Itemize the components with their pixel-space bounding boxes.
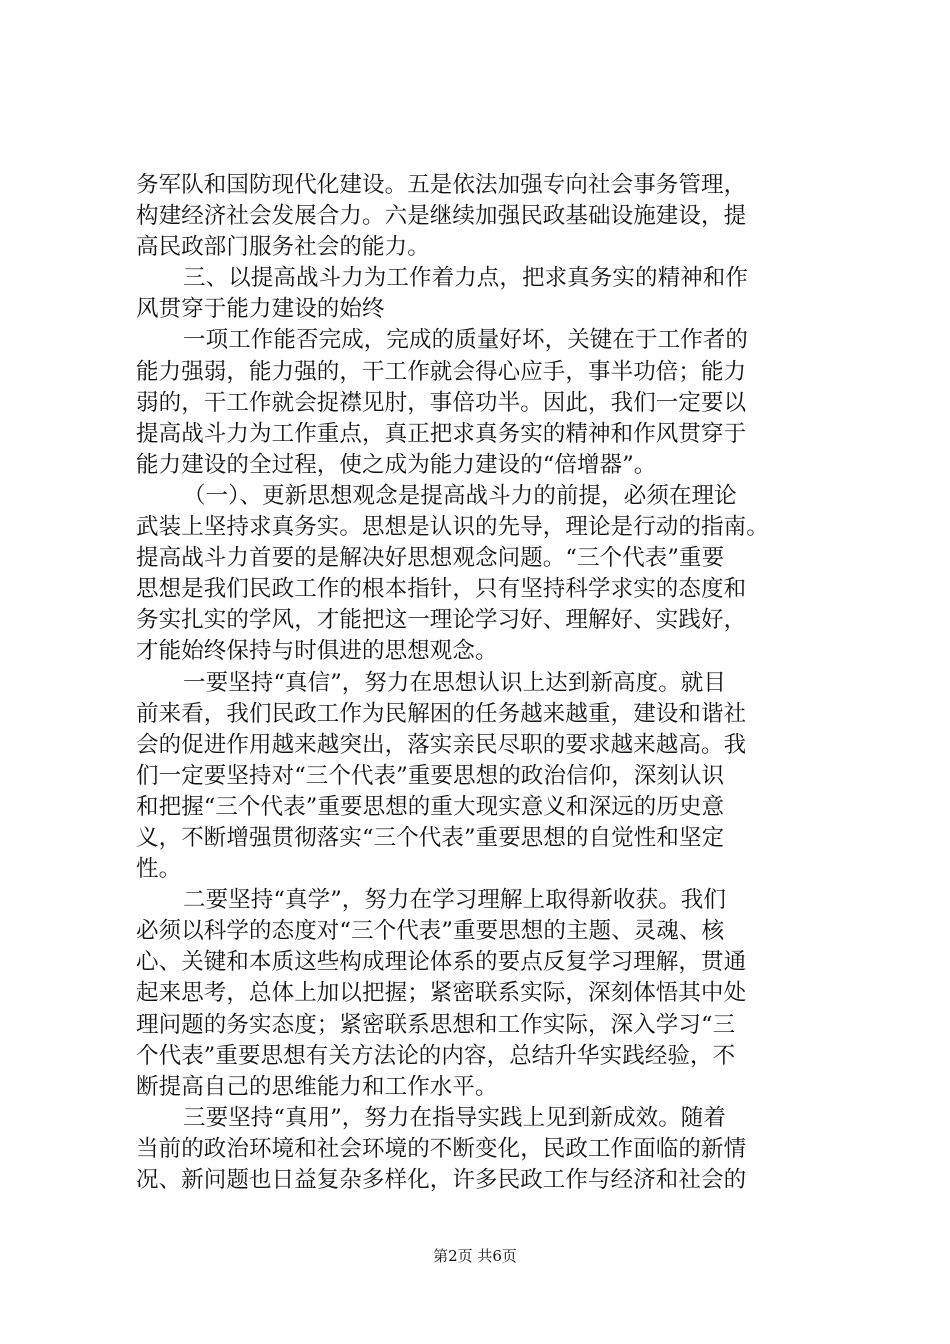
text-line: 断提高自己的思维能力和工作水平。: [136, 1073, 498, 1100]
text-line: 和把握“三个代表”重要思想的重大现实意义和深远的历史意: [136, 793, 725, 820]
text-line: 武装上坚持求真务实。思想是认识的先导，理论是行动的指南。: [136, 514, 769, 541]
text-line: 弱的，干工作就会捉襟见肘，事倍功半。因此，我们一定要以: [136, 389, 747, 416]
text-line: 二要坚持“真学”，努力在学习理解上取得新收获。我们: [183, 887, 727, 914]
text-line: 高民政部门服务社会的能力。: [136, 234, 430, 261]
text-line: 况、新问题也日益复杂多样化，许多民政工作与经济和社会的: [136, 1167, 747, 1193]
text-line: 义，不断增强贯彻落实“三个代表”重要思想的自觉性和坚定: [136, 824, 725, 851]
text-line: 能力强弱，能力强的，干工作就会得心应手，事半功倍；能力: [136, 358, 747, 385]
text-line: 心、关键和本质这些构成理论体系的要点反复学习理解，贯通: [136, 949, 747, 976]
text-line: 们一定要坚持对“三个代表”重要思想的政治信仰，深刻认识: [136, 762, 725, 789]
text-line: 理问题的务实态度；紧密联系思想和工作实际，深入学习“三: [136, 1011, 736, 1038]
section-heading-line: 三、以提高战斗力为工作着力点，把求真务实的精神和作: [183, 265, 749, 292]
text-line: 三要坚持“真用”，努力在指导实践上见到新成效。随着: [183, 1104, 727, 1131]
text-line: 提高战斗力首要的是解决好思想观念问题。“三个代表”重要: [136, 545, 725, 572]
text-line: 个代表”重要思想有关方法论的内容，总结升华实践经验，不: [136, 1042, 736, 1069]
text-line: 能力建设的全过程，使之成为能力建设的“倍增器”。: [136, 451, 657, 478]
text-line: 前来看，我们民政工作为民解困的任务越来越重，建设和谐社: [136, 700, 747, 727]
section-heading-line: 风贯穿于能力建设的始终: [136, 296, 385, 323]
text-line: 必须以科学的态度对“三个代表”重要思想的主题、灵魂、核: [136, 918, 725, 945]
text-line: 构建经济社会发展合力。六是继续加强民政基础设施建设，提: [136, 203, 747, 230]
text-line: 会的促进作用越来越突出，落实亲民尽职的要求越来越高。我: [136, 731, 747, 758]
text-line: 务实扎实的学风，才能把这一理论学习好、理解好、实践好，: [136, 607, 747, 634]
text-line: 提高战斗力为工作重点，真正把求真务实的精神和作风贯穿于: [136, 420, 747, 447]
text-line: 才能始终保持与时俱进的思想观念。: [136, 638, 498, 665]
text-line: 当前的政治环境和社会环境的不断变化，民政工作面临的新情: [136, 1135, 747, 1162]
document-body: [136, 170, 836, 1196]
page-number-footer: 第2页 共6页: [433, 1247, 517, 1265]
text-line: 起来思考，总体上加以把握；紧密联系实际，深刻体悟其中处: [136, 980, 747, 1007]
text-line: 性。: [136, 856, 182, 883]
subsection-heading-line: （一）、更新思想观念是提高战斗力的前提，必须在理论: [183, 482, 737, 509]
text-line: 务军队和国防现代化建设。五是依法加强专向社会事务管理，: [136, 172, 747, 198]
text-line: 思想是我们民政工作的根本指针，只有坚持科学求实的态度和: [136, 576, 747, 603]
text-line: 一要坚持“真信”，努力在思想认识上达到新高度。就目: [183, 669, 727, 696]
text-line: 一项工作能否完成，完成的质量好坏，关键在于工作者的: [183, 327, 749, 354]
